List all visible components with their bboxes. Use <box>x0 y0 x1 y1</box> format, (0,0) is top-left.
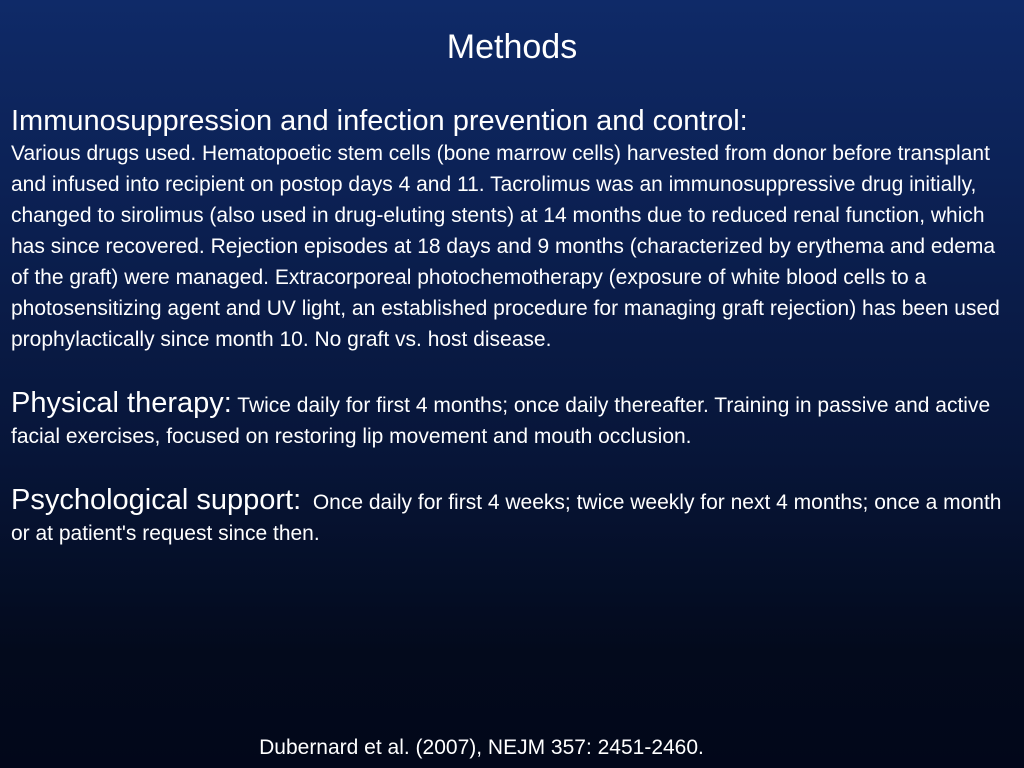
section-physical-therapy <box>11 388 1017 452</box>
section-heading-psychological-support: Psychological support: <box>11 484 302 516</box>
citation: Dubernard et al. (2007), NEJM 357: 2451-2460. <box>259 736 704 759</box>
slide-content <box>11 104 1017 549</box>
section-body-psychological-support: Once daily for first 4 weeks; twice weekly for next 4 months; once a month or at patient's request since then. <box>11 491 1008 545</box>
section-psychological-support <box>11 485 1017 549</box>
section-heading-immunosuppression: Immunosuppression and infection prevention and control: <box>11 105 748 137</box>
slide-title: Methods <box>446 28 578 66</box>
spacer <box>11 452 1017 485</box>
section-heading-physical-therapy: Physical therapy: <box>11 387 232 419</box>
spacer <box>11 355 1017 388</box>
section-body-physical-therapy: Twice daily for first 4 months; once daily thereafter. Training in passive and active facial exercises, focused on restoring lip movement and mouth occlusion. <box>11 394 991 448</box>
section-body-immunosuppression: Various drugs used. Hematopoetic stem cells (bone marrow cells) harvested from donor before transplant and infused into recipient on postop days 4 and 11. Tacrolimus was an immunosuppressive drug initially, changed to sirolimus (also used in drug-eluting stents) at 14 months due to reduced renal function, which has since recovered. Rejection episodes at 18 days and 9 months (characterized by erythema and edema of the graft) were managed. Extracorporeal photochemotherapy (exposure of white blood cells to a photosensitizing agent and UV light, an established procedure for managing graft rejection) has been used prophylactically since month 10. No graft vs. host disease. <box>11 142 1000 351</box>
section-immunosuppression <box>11 104 1017 355</box>
